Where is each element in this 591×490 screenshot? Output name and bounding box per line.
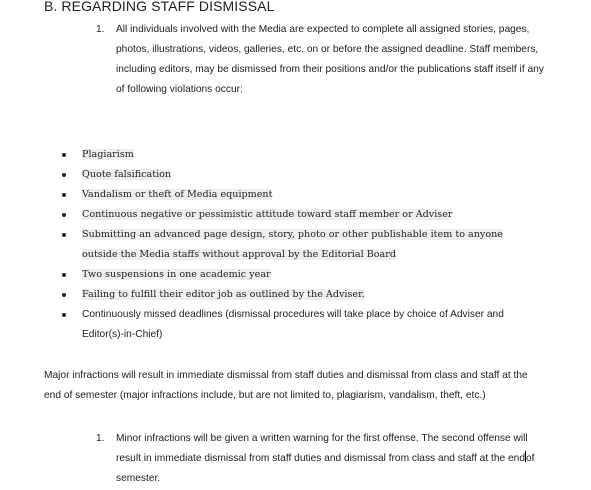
list-item <box>62 225 532 265</box>
section-heading: B. REGARDING STAFF DISMISSAL <box>44 0 275 14</box>
bullet-icon <box>62 213 66 217</box>
paragraph-text <box>116 433 535 484</box>
list-item <box>62 165 532 185</box>
list-item-text: Submitting an advanced page design, story, photo or other publishable item to anyone outside the Media staffs without approval by the Editorial Board <box>82 229 503 260</box>
bullet-icon <box>62 173 66 177</box>
list-number: 1. <box>96 24 105 35</box>
major-infractions-paragraph: Major infractions will result in immediate dismissal from staff duties and dismissal from class and staff at the end of semester (major infractions include, but are not limited to, plagiarism, vandalism, theft, etc.) <box>44 370 528 401</box>
violations-list <box>62 145 532 345</box>
list-item-text: Continuous negative or pessimistic attitude toward staff member or Adviser <box>82 209 453 220</box>
paragraph-text: All individuals involved with the Media are expected to complete all assigned stories, pages, photos, illustrations, videos, galleries, etc. on or before the assigned deadline. Staff members, including editors, may be dismissed from their positions and/or the publications staff itself if any of following violations occur: <box>116 24 544 95</box>
bullet-icon <box>62 233 66 237</box>
list-item <box>62 145 532 165</box>
paragraph-text-part: of semester. <box>116 453 535 484</box>
list-item-text: Failing to fulfill their editor job as outlined by the Adviser. <box>82 289 365 300</box>
list-item <box>62 265 532 285</box>
bullet-icon <box>62 293 66 297</box>
bullet-icon <box>62 193 66 197</box>
list-item-text: Vandalism or theft of Media equipment <box>82 189 273 200</box>
list-item-text: Quote falsification <box>82 169 172 180</box>
numbered-paragraph-2 <box>96 429 546 489</box>
list-item-text: Plagiarism <box>82 149 134 160</box>
list-item <box>62 285 532 305</box>
numbered-paragraph-1 <box>96 20 546 100</box>
list-item-text: Two suspensions in one academic year <box>82 269 271 280</box>
bullet-icon <box>62 153 66 157</box>
list-item <box>62 185 532 205</box>
list-item-text: Continuously missed deadlines (dismissal procedures will take place by choice of Adviser and Editor(s)-in-Chief) <box>82 309 504 340</box>
list-number: 1. <box>96 433 105 444</box>
paragraph-text-part: Minor infractions will be given a written warning for the first offense. The second offense will result in immediate dismissal from staff duties and dismissal from class and staff at the end <box>116 433 528 464</box>
bullet-icon <box>62 313 66 317</box>
list-item <box>62 305 532 345</box>
bullet-icon <box>62 273 66 277</box>
list-item <box>62 205 532 225</box>
